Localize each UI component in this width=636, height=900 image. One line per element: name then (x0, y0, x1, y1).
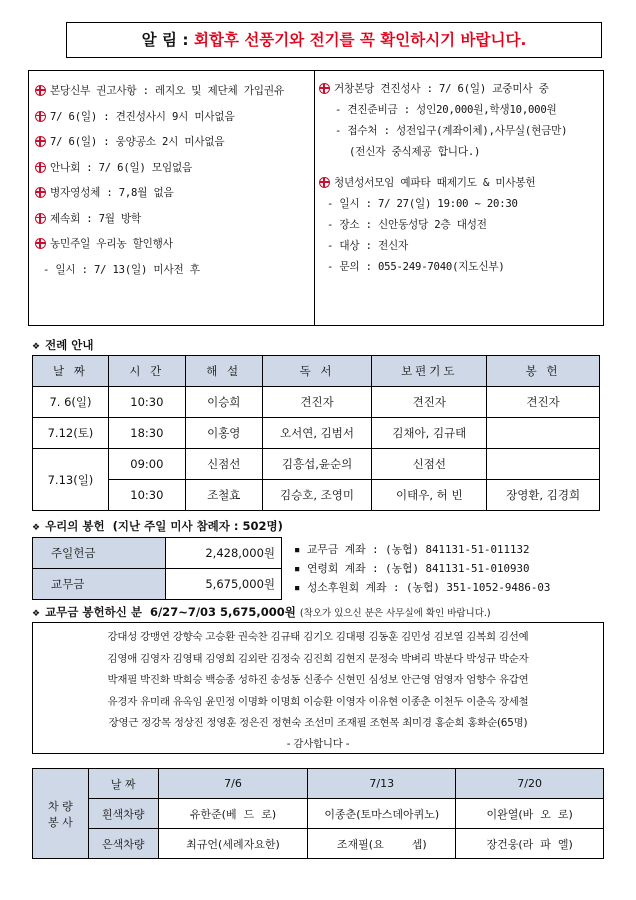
cell-offering: 장영환, 김경희 (487, 480, 600, 511)
notice-item: 안나회 : 7/ 6(일) 모임없음 (35, 156, 311, 182)
cross-icon (319, 83, 330, 94)
notice-item: 농민주일 우리농 할인행사 (35, 232, 311, 258)
table-header-row (33, 356, 600, 387)
offering-amount: 5,675,000원 (166, 569, 282, 600)
col-header: 7/6 (158, 769, 308, 799)
liturgy-table (32, 355, 600, 511)
offering-label: 주일헌금 (33, 538, 166, 569)
table-row (33, 480, 600, 511)
notice-detail: - 일시 : 7/ 27(일) 19:00 ~ 20:30 (327, 198, 518, 210)
notice-group-title: 청년성서모임 예파타 때제기도 & 미사봉헌 (319, 173, 601, 194)
notice-detail: - 대상 : 전신자 (327, 240, 409, 252)
offering-heading: ❖ 우리의 봉헌 (지난 주일 미사 참례자 : 502명) (32, 519, 283, 533)
notice-item: 7/ 6(일) : 견진성사시 9시 미사없음 (35, 105, 311, 131)
notices-right (319, 79, 601, 278)
col-header: 7/13 (308, 769, 456, 799)
donors-box (32, 622, 604, 754)
cross-icon (35, 162, 46, 173)
cell-reading: 김흥섭,윤순의 (262, 449, 372, 480)
col-header: 독 서 (262, 356, 372, 387)
cell-offering (487, 449, 600, 480)
cell-commentary: 조철효 (185, 480, 262, 511)
offering-table (32, 537, 282, 600)
account-line: ▪ 성소후원회 계좌 : (농협) 351-1052-9486-03 (294, 581, 551, 594)
cell-time: 10:30 (108, 387, 185, 418)
attendance-note: (지난 주일 미사 참례자 : 502명) (112, 519, 283, 533)
notice-group-title: 거창본당 견진성사 : 7/ 6(일) 교중미사 중 (319, 79, 601, 100)
table-header-row (33, 769, 604, 799)
table-row (33, 538, 282, 569)
col-header: 봉 헌 (487, 356, 600, 387)
liturgy-heading: ❖ 전례 안내 (32, 338, 94, 352)
cell-prayer: 견진자 (372, 387, 487, 418)
donors-period: 6/27~7/03 5,675,000원 (149, 605, 296, 619)
vehicle-label: 은색차량 (88, 829, 158, 859)
vehicle-cell: 이종춘(토마스데아퀴노) (308, 799, 456, 829)
notice-item: 7/ 6(일) : 웅양공소 2시 미사없음 (35, 130, 311, 156)
cross-icon (35, 187, 46, 198)
cell-date: 7.13(일) (33, 449, 109, 511)
account-line: ▪ 연령회 계좌 : (농협) 841131-51-010930 (294, 562, 530, 575)
table-row (33, 418, 600, 449)
cell-commentary: 이홍영 (185, 418, 262, 449)
offering-amount: 2,428,000원 (166, 538, 282, 569)
vehicle-label: 흰색차량 (88, 799, 158, 829)
col-header: 보편기도 (372, 356, 487, 387)
cross-icon (35, 85, 46, 96)
diamond-icon: ❖ (32, 523, 41, 533)
notice-item: 병자영성체 : 7,8월 없음 (35, 181, 311, 207)
donor-line: 유경자 유미래 유옥임 윤민정 이명화 이명희 이승환 이영자 이유현 이종춘 이천두 이춘옥 장세철 (107, 695, 529, 708)
cell-reading: 견진자 (262, 387, 372, 418)
col-header: 날 짜 (33, 356, 109, 387)
vehicle-cell: 최규언(세례자요한) (158, 829, 308, 859)
notice-item: 제속회 : 7월 방학 (35, 207, 311, 233)
cell-offering (487, 418, 600, 449)
cell-commentary: 이승희 (185, 387, 262, 418)
notice-detail: - 일시 : 7/ 13(일) 미사전 후 (43, 263, 200, 276)
table-row (33, 829, 604, 859)
donors-note: (착오가 있으신 분은 사무실에 확인 바랍니다.) (299, 608, 491, 619)
diamond-icon: ❖ (32, 342, 41, 352)
vehicle-table (32, 768, 604, 859)
vehicle-cell: 이완열(바 오 로) (456, 799, 604, 829)
account-line: ▪ 교무금 계좌 : (농협) 841131-51-011132 (294, 543, 530, 556)
donors-heading: ❖ 교무금 봉헌하신 분 6/27~7/03 5,675,000원 (착오가 있으신 분은 사무실에 확인 바랍니다.) (32, 605, 491, 619)
col-header: 날 짜 (88, 769, 158, 799)
table-row (33, 387, 600, 418)
notice-detail: - 장소 : 신안동성당 2층 대성전 (327, 219, 487, 231)
donor-line: 장영근 정강목 정상진 정영훈 정은진 정현숙 조선미 조재필 조현목 최미경 홍순희 홍화순(65명) (108, 717, 528, 729)
diamond-icon: ❖ (32, 609, 41, 619)
notices-left (35, 79, 311, 283)
vehicle-cell: 조재필(요 셉) (308, 829, 456, 859)
col-header: 7/20 (456, 769, 604, 799)
cell-time: 18:30 (108, 418, 185, 449)
cell-reading: 오서연, 김범서 (262, 418, 372, 449)
cross-icon (35, 213, 46, 224)
vehicle-cell: 장건웅(라 파 엘) (456, 829, 604, 859)
thanks-line: - 감사합니다 - (286, 737, 350, 750)
bank-accounts (294, 540, 550, 597)
table-row (33, 799, 604, 829)
cell-prayer: 이태우, 허 빈 (372, 480, 487, 511)
notice-title (66, 22, 602, 58)
donor-line: 김영애 김영자 김영태 김영희 김외란 김정숙 김진희 김현지 문정숙 박벼리 박분다 박성규 박순자 (107, 652, 529, 665)
col-header: 시 간 (108, 356, 185, 387)
cell-reading: 김승호, 조영미 (262, 480, 372, 511)
cell-prayer: 신점선 (372, 449, 487, 480)
col-header: 해 설 (185, 356, 262, 387)
cross-icon (35, 238, 46, 249)
notice-detail: - 문의 : 055-249-7040(지도신부) (327, 261, 505, 273)
cell-date: 7. 6(일) (33, 387, 109, 418)
donor-line: 강대성 강맹연 강향숙 고승환 권숙찬 김규태 김기오 김대평 김동훈 김민성 김보열 김복희 김선예 (107, 631, 529, 643)
cell-offering: 견진자 (487, 387, 600, 418)
vehicle-cell: 유한준(베 드 로) (158, 799, 308, 829)
offering-label: 교무금 (33, 569, 166, 600)
vehicle-side-label: 차 량 봉 사 (33, 769, 89, 859)
table-row (33, 449, 600, 480)
cell-commentary: 신점선 (185, 449, 262, 480)
notice-detail: - 접수처 : 성전입구(계좌이체),사무실(현금만) (335, 125, 568, 137)
donor-line: 박재필 박진화 박희승 백승종 성하진 송성동 신종수 신현민 심성보 안근영 엄영자 엄향수 유갑연 (107, 674, 529, 686)
cross-icon (35, 111, 46, 122)
notice-title-prefix: 알 림 : (141, 31, 194, 49)
cell-date: 7.12(토) (33, 418, 109, 449)
notice-item: 본당신부 권고사항 : 레지오 및 제단체 가입권유 (35, 79, 311, 105)
cell-prayer: 김채아, 김규태 (372, 418, 487, 449)
cell-time: 09:00 (108, 449, 185, 480)
notice-detail: (전신자 중식제공 합니다.) (349, 146, 481, 158)
table-row (33, 569, 282, 600)
cross-icon (319, 177, 330, 188)
notices-divider (314, 71, 315, 325)
notices-box (28, 70, 604, 326)
cell-time: 10:30 (108, 480, 185, 511)
cross-icon (35, 136, 46, 147)
notice-title-message: 회합후 선풍기와 전기를 꼭 확인하시기 바랍니다. (194, 31, 527, 49)
notice-detail: - 견진준비금 : 성인20,000원,학생10,000원 (335, 104, 557, 116)
